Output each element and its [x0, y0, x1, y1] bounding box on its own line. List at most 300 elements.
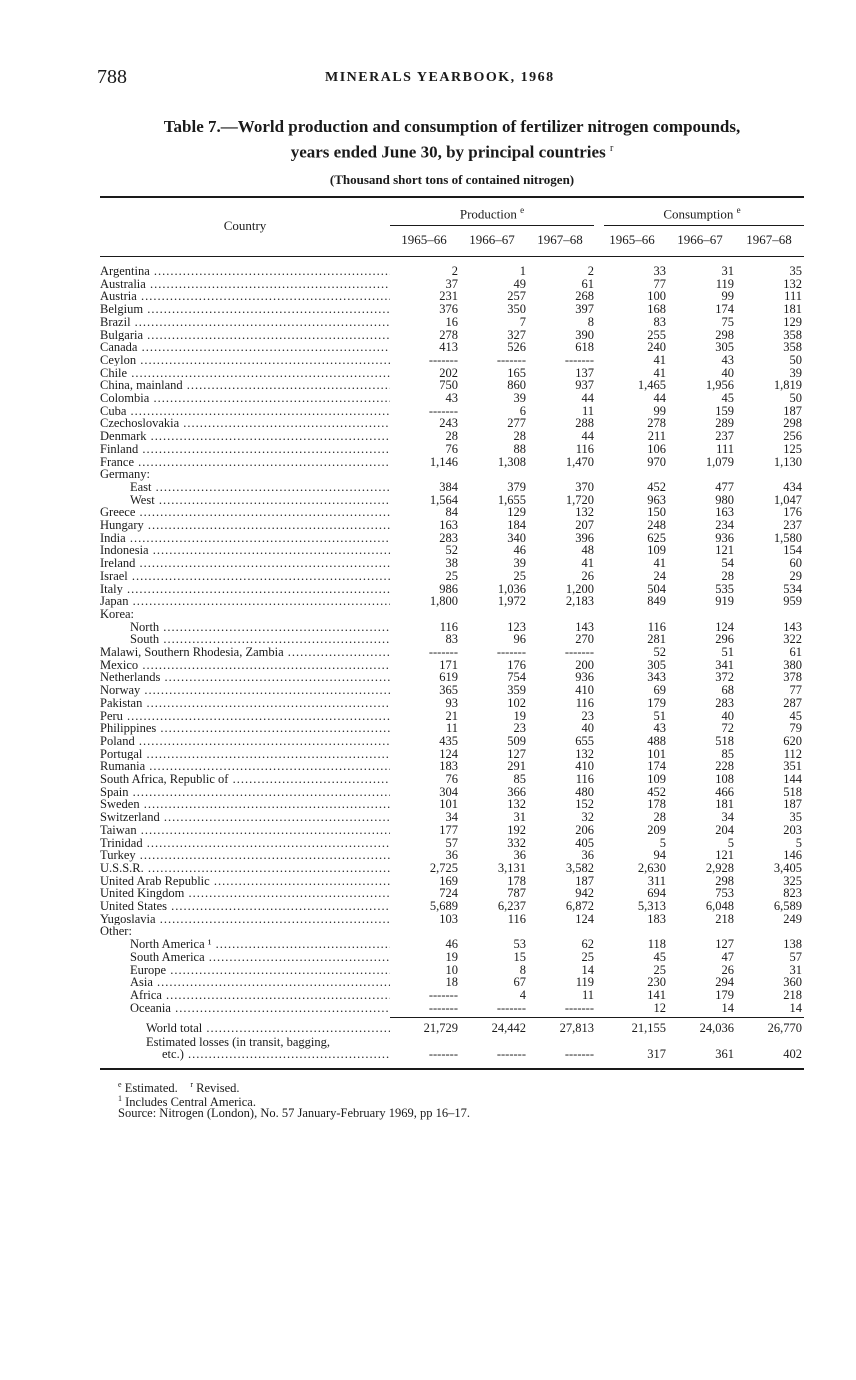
cell: 2,183 — [565, 594, 594, 609]
cell: 144 — [783, 772, 802, 786]
country-name: Spain ..... — [100, 786, 390, 799]
cell: 116 — [647, 619, 666, 634]
cell: 332 — [507, 835, 526, 850]
table-row — [100, 519, 804, 532]
table-row — [100, 964, 804, 977]
cell: 203 — [783, 822, 802, 837]
table-row — [100, 938, 804, 951]
revised-mark: r — [609, 143, 614, 154]
cell: 936 — [715, 530, 734, 545]
cell: 452 — [647, 479, 666, 494]
cell: 5,689 — [429, 899, 458, 913]
cell: 291 — [507, 759, 526, 774]
cell: 1,800 — [429, 594, 458, 609]
cell: 44 — [581, 391, 594, 405]
table-row — [100, 532, 804, 545]
cell: 179 — [647, 695, 666, 710]
cell: 305 — [647, 657, 666, 672]
cell: 83 — [653, 314, 666, 329]
cell: 278 — [647, 416, 666, 431]
cell: 41 — [581, 556, 594, 571]
cell: 372 — [715, 670, 734, 685]
cell: 504 — [647, 581, 666, 596]
cell: 1,564 — [429, 492, 458, 507]
cell: 150 — [647, 505, 666, 520]
cell: 248 — [647, 518, 666, 532]
cell: 218 — [715, 911, 734, 926]
cell: ------- — [428, 1047, 458, 1061]
cell: 8 — [587, 314, 594, 329]
cell: 54 — [721, 556, 734, 571]
cell: 15 — [513, 949, 526, 964]
cell: 127 — [715, 937, 734, 952]
cell: 24 — [653, 568, 666, 583]
table-row — [100, 417, 804, 430]
cell: 200 — [575, 657, 594, 672]
world-total-label: World total ..... — [100, 1022, 390, 1035]
table-row — [100, 405, 804, 418]
cell: 169 — [439, 873, 458, 888]
cell: 3,582 — [565, 860, 594, 875]
cell: 61 — [789, 645, 802, 659]
country-name: Taiwan ..... — [100, 824, 390, 837]
cell: 413 — [439, 340, 458, 355]
cell: 181 — [783, 302, 802, 317]
cell: ------- — [496, 1000, 526, 1015]
cell: 112 — [783, 746, 802, 761]
cell: 5 — [659, 835, 666, 850]
cell: 116 — [507, 911, 526, 926]
cell: 85 — [513, 772, 526, 786]
cell: 40 — [721, 365, 734, 380]
cell: 6,237 — [497, 899, 526, 913]
table-row — [100, 646, 804, 659]
cell: 14 — [789, 1000, 802, 1015]
cell: 1,956 — [705, 378, 734, 393]
cell: 137 — [575, 365, 594, 380]
country-name: Australia ..... — [100, 278, 390, 291]
cell: 365 — [439, 683, 458, 698]
table-row — [100, 659, 804, 672]
cell: 116 — [575, 441, 594, 456]
footnote-mark: e — [118, 1080, 122, 1089]
cell: 942 — [575, 886, 594, 901]
country-name: Belgium ..... — [100, 303, 390, 316]
cell: 31 — [721, 264, 734, 278]
cell: 204 — [715, 822, 734, 837]
cell: 123 — [507, 619, 526, 634]
country-name: Austria ..... — [100, 290, 390, 303]
cell: 1,079 — [705, 454, 734, 469]
cell: 237 — [783, 518, 802, 532]
cell: 184 — [507, 518, 526, 532]
table-row — [100, 341, 804, 354]
cell: 48 — [581, 543, 594, 558]
cell: 39 — [513, 556, 526, 571]
cell: 129 — [507, 505, 526, 520]
cell: 452 — [647, 784, 666, 799]
cell: 6,589 — [773, 899, 802, 913]
cell: 159 — [715, 403, 734, 418]
cell: 96 — [513, 632, 526, 647]
cell: 1,465 — [637, 378, 666, 393]
cell: 119 — [715, 276, 734, 291]
cell: 298 — [783, 416, 802, 431]
losses-row — [100, 1048, 804, 1061]
country-name: Canada ..... — [100, 341, 390, 354]
cell: 218 — [783, 987, 802, 1002]
cell: 325 — [783, 873, 802, 888]
cell: 296 — [715, 632, 734, 647]
cell: 317 — [647, 1047, 666, 1061]
cell: 31 — [789, 962, 802, 977]
cell: 211 — [647, 429, 666, 444]
cell: 178 — [507, 873, 526, 888]
cell: 181 — [715, 797, 734, 812]
cell: 35 — [789, 264, 802, 278]
cell: 360 — [783, 975, 802, 990]
cell: 370 — [575, 479, 594, 494]
cell: 970 — [647, 454, 666, 469]
country-name: Malawi, Southern Rhodesia, Zambia ..... — [100, 646, 390, 659]
cell: 40 — [721, 708, 734, 723]
year-header: 1967–68 — [537, 232, 583, 247]
cell: 237 — [715, 429, 734, 444]
table-title-line2-text: years ended June 30, by principal countries — [290, 142, 606, 162]
cell: 28 — [653, 810, 666, 825]
cell: 11 — [581, 987, 594, 1002]
cell: 178 — [647, 797, 666, 812]
cell: 14 — [721, 1000, 734, 1015]
cell: 51 — [721, 645, 734, 659]
cell: ------- — [428, 403, 458, 418]
country-header: Country — [223, 218, 267, 233]
country-name: Czechoslovakia ..... — [100, 417, 390, 430]
cell: 44 — [581, 429, 594, 444]
cell: 1,036 — [497, 581, 526, 596]
table-row — [100, 773, 804, 786]
total-rule — [390, 1017, 804, 1018]
table-row — [100, 494, 804, 507]
country-name: South Africa, Republic of ..... — [100, 773, 390, 786]
table-row — [100, 900, 804, 913]
cell: 230 — [647, 975, 666, 990]
production-header-label: Production — [459, 206, 517, 222]
cell: 202 — [439, 365, 458, 380]
table-row — [100, 710, 804, 723]
consumption-header — [600, 205, 804, 222]
cell: 163 — [439, 518, 458, 532]
production-rule — [390, 225, 594, 226]
cell: 171 — [439, 657, 458, 672]
country-name: Israel ..... — [100, 570, 390, 583]
table-row — [100, 735, 804, 748]
country-name: Peru ..... — [100, 710, 390, 723]
cell: 509 — [507, 733, 526, 748]
cell: 18 — [445, 975, 458, 990]
country-name: Poland ..... — [100, 735, 390, 748]
country-name: South America ..... — [100, 951, 390, 964]
table-row — [100, 557, 804, 570]
cell: 287 — [783, 695, 802, 710]
cell: 2,630 — [637, 860, 666, 875]
cell: 986 — [439, 581, 458, 596]
consumption-rule — [604, 225, 804, 226]
cell: 860 — [507, 378, 526, 393]
cell: 35 — [789, 810, 802, 825]
cell: 620 — [783, 733, 802, 748]
cell: 480 — [575, 784, 594, 799]
cell: 177 — [439, 822, 458, 837]
cell: 41 — [653, 352, 666, 367]
production-estimate-mark: e — [520, 205, 525, 215]
cell: 109 — [647, 543, 666, 558]
table-row — [100, 430, 804, 443]
cell: 141 — [647, 987, 666, 1002]
country-name: Ceylon ..... — [100, 354, 390, 367]
cell: 26,770 — [767, 1021, 802, 1035]
country-name: Indonesia ..... — [100, 544, 390, 557]
cell: 31 — [513, 810, 526, 825]
table-row — [100, 443, 804, 456]
cell: 179 — [715, 987, 734, 1002]
cell: 366 — [507, 784, 526, 799]
cell: 24,036 — [699, 1021, 734, 1035]
table-row — [100, 621, 804, 634]
cell: ------- — [564, 352, 594, 367]
cell: 534 — [783, 581, 802, 596]
cell: 51 — [653, 708, 666, 723]
cell: 268 — [575, 289, 594, 304]
cell: ------- — [428, 645, 458, 659]
cell: 359 — [507, 683, 526, 698]
country-name: Switzerland ..... — [100, 811, 390, 824]
cell: 14 — [581, 962, 594, 977]
table-row — [100, 608, 804, 621]
cell: 21,729 — [423, 1021, 458, 1035]
consumption-estimate-mark: e — [736, 205, 741, 215]
country-name: United Arab Republic ..... — [100, 875, 390, 888]
cell: ------- — [564, 1047, 594, 1061]
table-row — [100, 760, 804, 773]
cell: 45 — [721, 391, 734, 405]
cell: 21 — [445, 708, 458, 723]
cell: 132 — [783, 276, 802, 291]
cell: 53 — [513, 937, 526, 952]
cell: 384 — [439, 479, 458, 494]
cell: 823 — [783, 886, 802, 901]
cell: 25 — [653, 962, 666, 977]
country-name: Oceania ..... — [100, 1002, 390, 1015]
world-total-row — [100, 1022, 804, 1035]
cell: 38 — [445, 556, 458, 571]
cell: 1,200 — [565, 581, 594, 596]
cell: 79 — [789, 721, 802, 736]
table-row — [100, 811, 804, 824]
cell: 57 — [445, 835, 458, 850]
cell: 69 — [653, 683, 666, 698]
cell: 50 — [789, 391, 802, 405]
cell: 256 — [783, 429, 802, 444]
table-row — [100, 976, 804, 989]
cell: 176 — [507, 657, 526, 672]
cell: 936 — [575, 670, 594, 685]
table-row — [100, 989, 804, 1002]
cell: 28 — [721, 568, 734, 583]
table-title-line2 — [100, 138, 804, 164]
cell: 28 — [513, 429, 526, 444]
cell: 618 — [575, 340, 594, 355]
cell: ------- — [496, 645, 526, 659]
country-name: Korea: — [100, 607, 135, 621]
table-row — [100, 595, 804, 608]
cell: 6,872 — [565, 899, 594, 913]
cell: 26 — [721, 962, 734, 977]
cell: 6,048 — [705, 899, 734, 913]
cell: 36 — [581, 848, 594, 863]
country-name: Greece ..... — [100, 506, 390, 519]
cell: 12 — [653, 1000, 666, 1015]
cell: 176 — [783, 505, 802, 520]
cell: 93 — [445, 695, 458, 710]
cell: 270 — [575, 632, 594, 647]
cell: 5 — [795, 835, 802, 850]
cell: 434 — [783, 479, 802, 494]
cell: 23 — [513, 721, 526, 736]
cell: 85 — [721, 746, 734, 761]
country-name: Colombia ..... — [100, 392, 390, 405]
cell: ------- — [428, 1000, 458, 1015]
year-header: 1966–67 — [469, 232, 515, 247]
country-name: Netherlands ..... — [100, 671, 390, 684]
cell: 24,442 — [491, 1021, 526, 1035]
cell: 341 — [715, 657, 734, 672]
cell: 21,155 — [631, 1021, 666, 1035]
losses-label-line2: etc.) ..... — [100, 1048, 390, 1061]
cell: 305 — [715, 340, 734, 355]
table-row — [100, 913, 804, 926]
cell: 119 — [575, 975, 594, 990]
cell: 46 — [445, 937, 458, 952]
cell: 750 — [439, 378, 458, 393]
cell: 376 — [439, 302, 458, 317]
country-name: United Kingdom ..... — [100, 887, 390, 900]
cell: 25 — [445, 568, 458, 583]
cell: 23 — [581, 708, 594, 723]
country-name: Mexico ..... — [100, 659, 390, 672]
cell: 76 — [445, 772, 458, 786]
cell: 84 — [445, 505, 458, 520]
cell: 283 — [715, 695, 734, 710]
table-title — [100, 116, 804, 164]
cell: 27,813 — [559, 1021, 594, 1035]
cell: 327 — [507, 327, 526, 342]
cell: 410 — [575, 683, 594, 698]
source-note: Source: Nitrogen (London), No. 57 January-February 1969, pp 16–17. — [118, 1106, 471, 1120]
cell: 380 — [783, 657, 802, 672]
cell: 1,047 — [773, 492, 802, 507]
country-name: Pakistan ..... — [100, 697, 390, 710]
table-row — [100, 1002, 804, 1015]
cell: 1,146 — [429, 454, 458, 469]
cell: 234 — [715, 518, 734, 532]
cell: 298 — [715, 873, 734, 888]
cell: 124 — [715, 619, 734, 634]
cell: 1,130 — [773, 454, 802, 469]
cell: 980 — [715, 492, 734, 507]
cell: 124 — [439, 746, 458, 761]
cell: 163 — [715, 505, 734, 520]
cell: 11 — [445, 721, 458, 736]
cell: 187 — [575, 873, 594, 888]
cell: 106 — [647, 441, 666, 456]
footnote-text: Revised. — [196, 1081, 240, 1096]
cell: 127 — [507, 746, 526, 761]
table-row — [100, 316, 804, 329]
cell: 207 — [575, 518, 594, 532]
country-name: Bulgaria ..... — [100, 329, 390, 342]
cell: 52 — [445, 543, 458, 558]
cell: 919 — [715, 594, 734, 609]
cell: 102 — [507, 695, 526, 710]
cell: ------- — [564, 1000, 594, 1015]
country-name: Rumania ..... — [100, 760, 390, 773]
cell: 132 — [507, 797, 526, 812]
cell: 6 — [519, 403, 526, 418]
cell: 187 — [783, 797, 802, 812]
cell: 132 — [575, 746, 594, 761]
cell: 45 — [789, 708, 802, 723]
cell: 101 — [439, 797, 458, 812]
cell: 29 — [789, 568, 802, 583]
table-title-line1: Table 7.—World production and consumption of fertilizer nitrogen compounds, — [163, 117, 741, 136]
cell: 7 — [519, 314, 526, 329]
country-name: U.S.S.R. ..... — [100, 862, 390, 875]
cell: 25 — [513, 568, 526, 583]
cell: 143 — [575, 619, 594, 634]
cell: 410 — [575, 759, 594, 774]
cell: 61 — [581, 276, 594, 291]
cell: 535 — [715, 581, 734, 596]
cell: 488 — [647, 733, 666, 748]
cell: 118 — [647, 937, 666, 952]
cell: 351 — [783, 759, 802, 774]
country-name: France ..... — [100, 456, 390, 469]
footnote-text: Includes Central America. — [125, 1095, 256, 1110]
cell: 8 — [519, 962, 526, 977]
cell: 183 — [439, 759, 458, 774]
cell: 231 — [439, 289, 458, 304]
cell: 174 — [647, 759, 666, 774]
table-row — [100, 887, 804, 900]
production-header — [390, 205, 594, 222]
cell: 99 — [721, 289, 734, 304]
cell: 146 — [783, 848, 802, 863]
country-name: Hungary ..... — [100, 519, 390, 532]
cell: 116 — [439, 619, 458, 634]
cell: 754 — [507, 670, 526, 685]
country-name: Africa ..... — [100, 989, 390, 1002]
cell: 255 — [647, 327, 666, 342]
cell: 257 — [507, 289, 526, 304]
cell: 40 — [581, 721, 594, 736]
cell: 304 — [439, 784, 458, 799]
cell: 183 — [647, 911, 666, 926]
year-header: 1965–66 — [609, 232, 655, 247]
cell: 41 — [653, 365, 666, 380]
cell: 2,725 — [429, 860, 458, 875]
cell: ------- — [496, 1047, 526, 1061]
